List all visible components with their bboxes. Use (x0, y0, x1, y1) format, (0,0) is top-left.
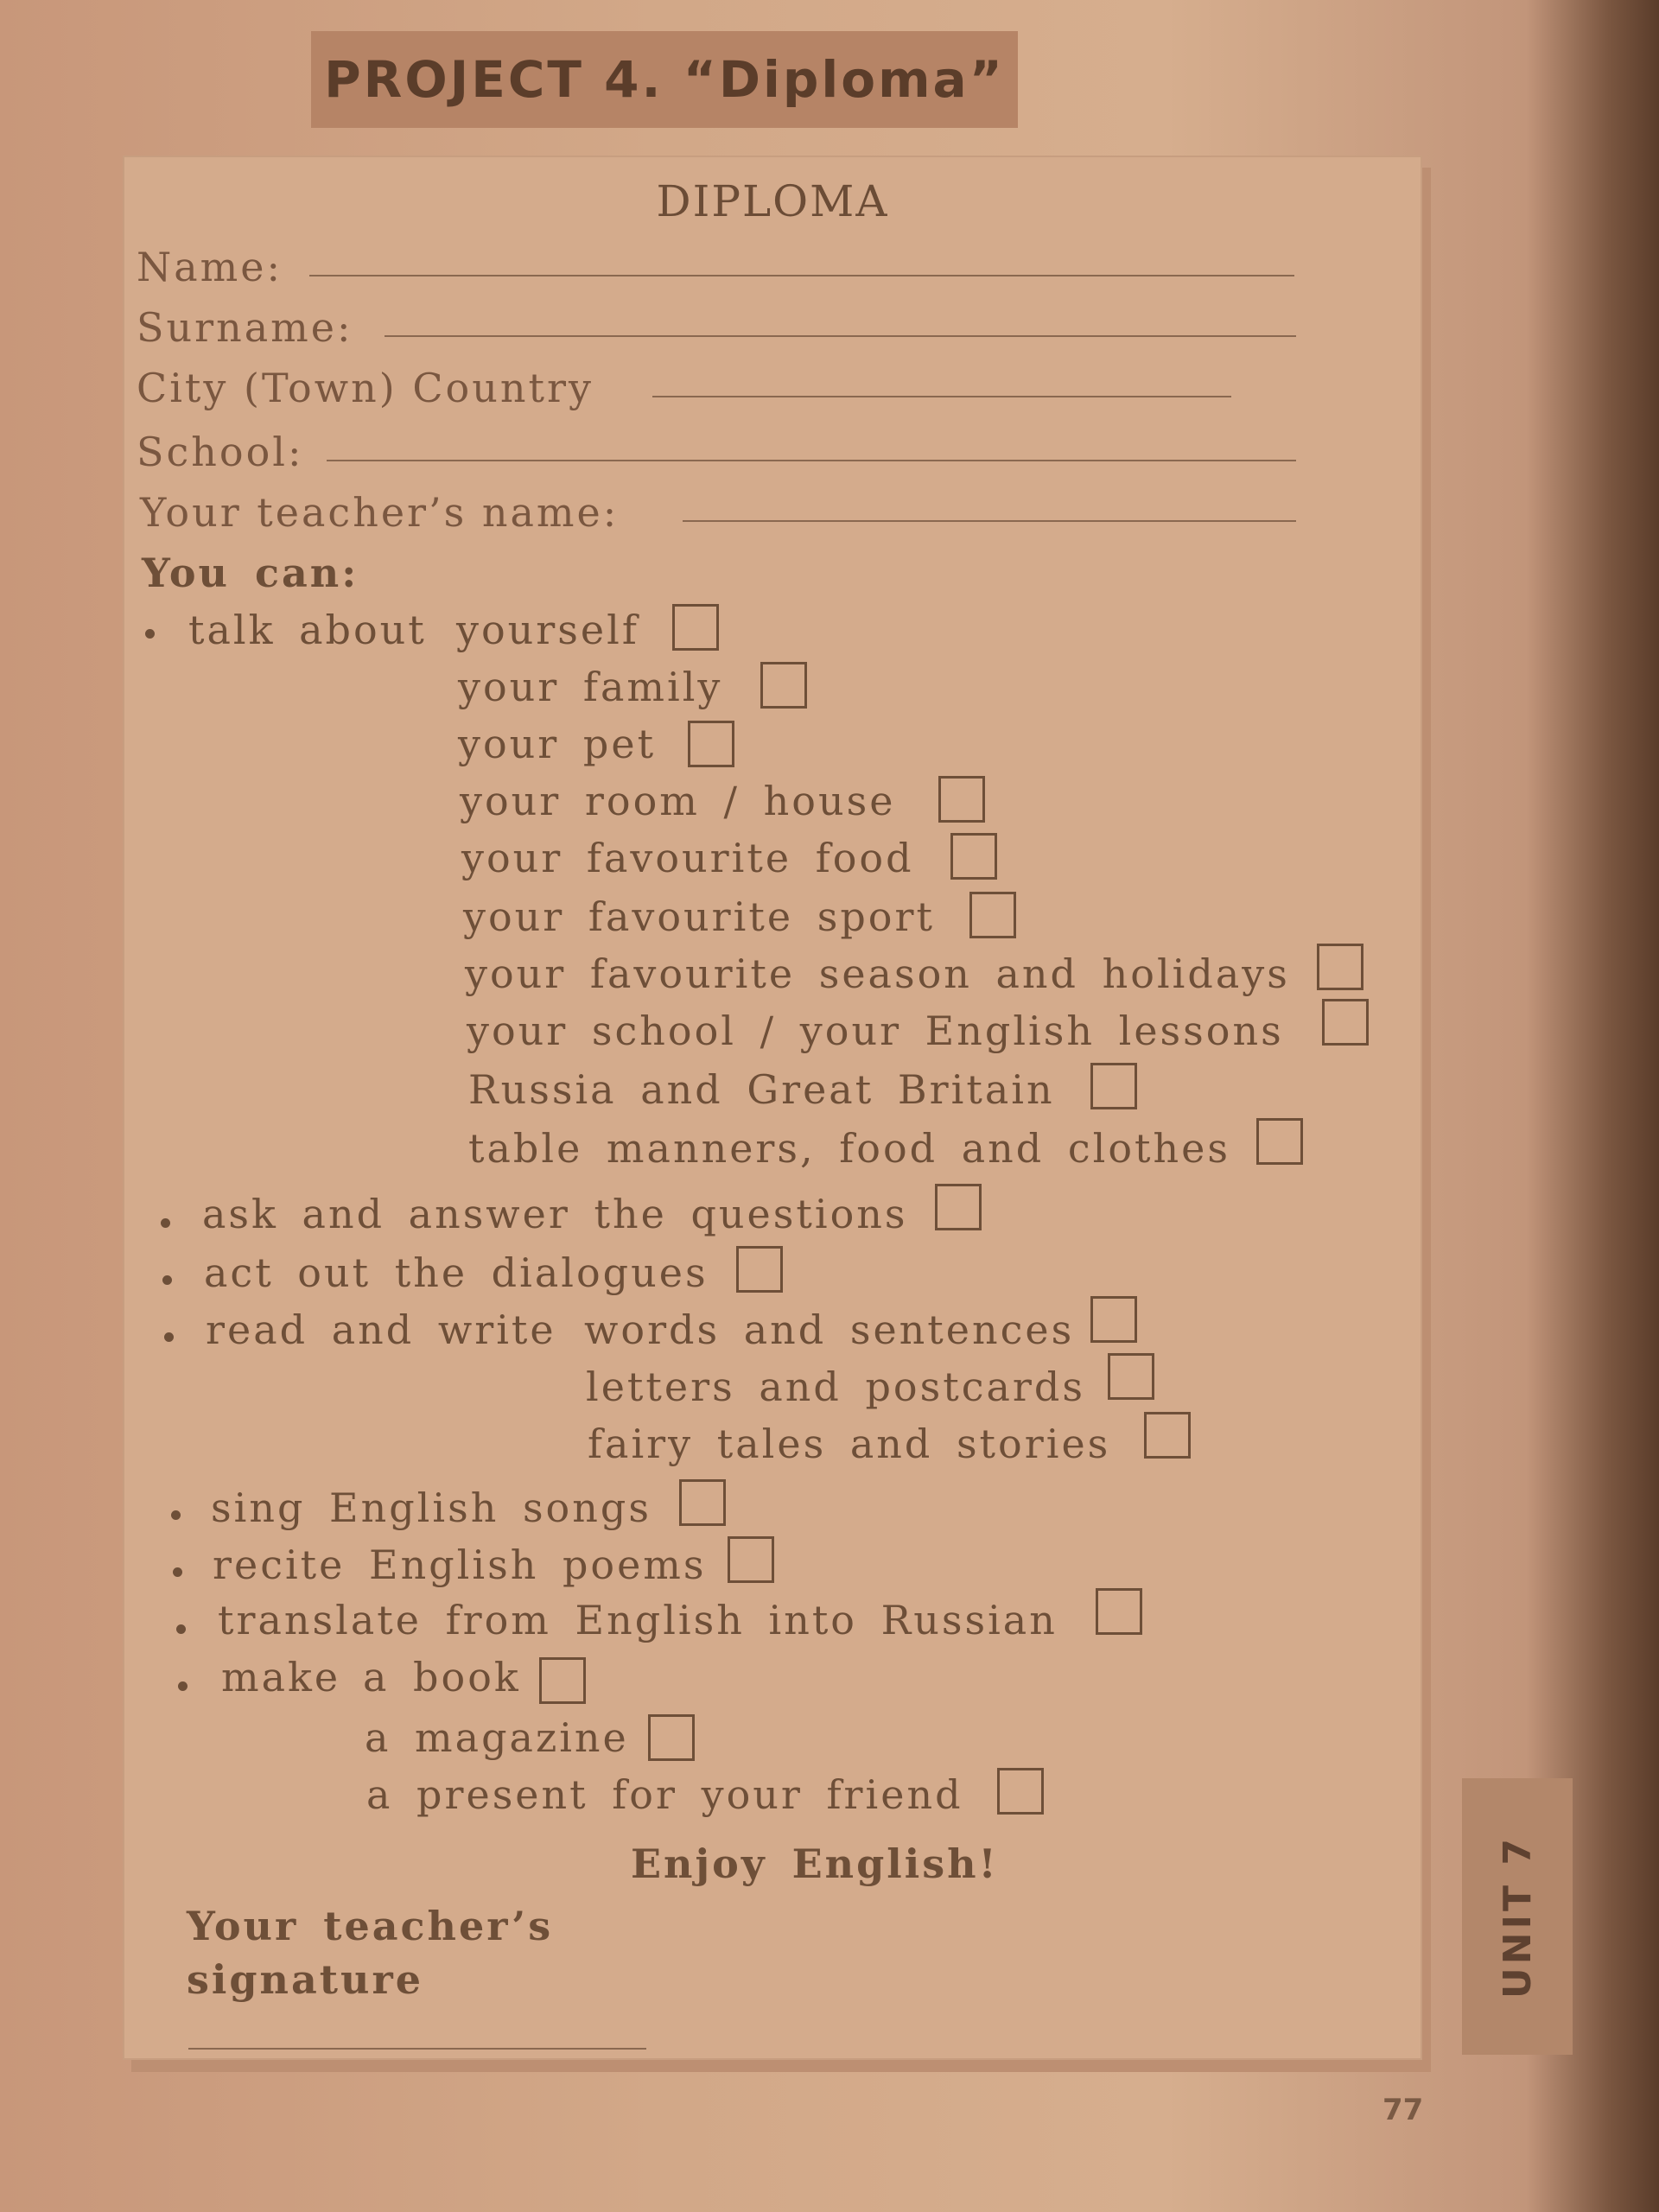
checkbox-school-lessons[interactable] (1322, 999, 1369, 1046)
bullet (171, 1510, 181, 1520)
unit-tab-label: UNIT 7 (1495, 1834, 1540, 1999)
bullet (176, 1624, 186, 1634)
surname-field[interactable] (385, 335, 1296, 337)
talk-item-russia-britain: Russia and Great Britain (468, 1066, 1055, 1113)
signature-label-line1: Your teacher’s (187, 1903, 554, 1949)
checkbox-pet[interactable] (688, 721, 734, 767)
read-item-fairy-tales: fairy tales and stories (588, 1421, 1111, 1467)
bullet (162, 1275, 172, 1285)
checkbox-present[interactable] (997, 1768, 1044, 1815)
checkbox-recite[interactable] (728, 1536, 774, 1583)
signature-line[interactable] (188, 2048, 646, 2050)
checkbox-table-manners[interactable] (1256, 1118, 1303, 1165)
project-title: PROJECT 4. “Diploma” (311, 31, 1018, 128)
skill-translate: translate from English into Russian (218, 1597, 1058, 1643)
school-label: School: (137, 429, 304, 475)
make-item-present: a present for your friend (366, 1771, 963, 1818)
diploma-title: DIPLOMA (656, 176, 889, 226)
checkbox-russia-britain[interactable] (1090, 1063, 1137, 1109)
skill-recite: recite English poems (213, 1541, 707, 1588)
teacher-name-label: Your teacher’s name: (140, 489, 620, 536)
checkbox-sport[interactable] (969, 892, 1016, 938)
make-item-book: a book (363, 1654, 521, 1700)
make-item-magazine: a magazine (365, 1714, 629, 1761)
talk-item-room-house: your room / house (460, 778, 896, 824)
bullet (164, 1332, 174, 1342)
unit-tab (1462, 1778, 1573, 2055)
talk-item-yourself: yourself (456, 607, 639, 653)
city-country-label: City (Town) Country (137, 365, 594, 411)
surname-label: Surname: (137, 304, 353, 351)
you-can-heading: You can: (142, 550, 359, 596)
checkbox-ask-answer[interactable] (935, 1184, 982, 1230)
checkbox-sing[interactable] (679, 1479, 726, 1526)
school-field[interactable] (327, 460, 1296, 461)
talk-about-label: talk about (188, 607, 427, 653)
checkbox-letters-postcards[interactable] (1108, 1353, 1154, 1400)
skill-act-out: act out the dialogues (204, 1249, 709, 1296)
talk-item-school-lessons: your school / your English lessons (467, 1007, 1284, 1054)
talk-item-pet: your pet (458, 721, 657, 767)
checkbox-book[interactable] (539, 1657, 586, 1704)
skill-ask-answer: ask and answer the questions (202, 1191, 908, 1237)
checkbox-translate[interactable] (1096, 1588, 1142, 1635)
checkbox-room-house[interactable] (938, 776, 985, 823)
talk-item-sport: your favourite sport (463, 893, 935, 940)
enjoy-english-text: Enjoy English! (631, 1840, 999, 1887)
checkbox-season-holidays[interactable] (1317, 944, 1363, 990)
read-item-words-sentences: words and sentences (584, 1306, 1075, 1353)
skill-read-write: read and write (206, 1306, 556, 1353)
checkbox-act-out[interactable] (736, 1246, 783, 1293)
checkbox-food[interactable] (950, 833, 997, 880)
name-field[interactable] (309, 275, 1294, 276)
checkbox-magazine[interactable] (648, 1714, 695, 1761)
read-item-letters-postcards: letters and postcards (586, 1363, 1085, 1410)
checkbox-words-sentences[interactable] (1090, 1296, 1137, 1343)
city-country-field[interactable] (652, 396, 1231, 397)
checkbox-family[interactable] (760, 662, 807, 709)
bullet (161, 1218, 170, 1228)
checkbox-yourself[interactable] (672, 604, 719, 651)
skill-make: make (221, 1654, 341, 1700)
bullet (145, 629, 155, 639)
teacher-name-field[interactable] (683, 520, 1296, 522)
skill-sing: sing English songs (211, 1484, 652, 1531)
name-label: Name: (137, 244, 283, 290)
talk-item-food: your favourite food (461, 835, 914, 881)
signature-label-line2: signature (187, 1956, 423, 2003)
bullet (178, 1681, 188, 1691)
checkbox-fairy-tales[interactable] (1144, 1412, 1191, 1459)
talk-item-season-holidays: your favourite season and holidays (465, 950, 1290, 997)
bullet (173, 1567, 182, 1577)
talk-item-family: your family (458, 664, 723, 710)
page-number: 77 (1382, 2093, 1424, 2127)
talk-item-table-manners: table manners, food and clothes (468, 1125, 1230, 1172)
